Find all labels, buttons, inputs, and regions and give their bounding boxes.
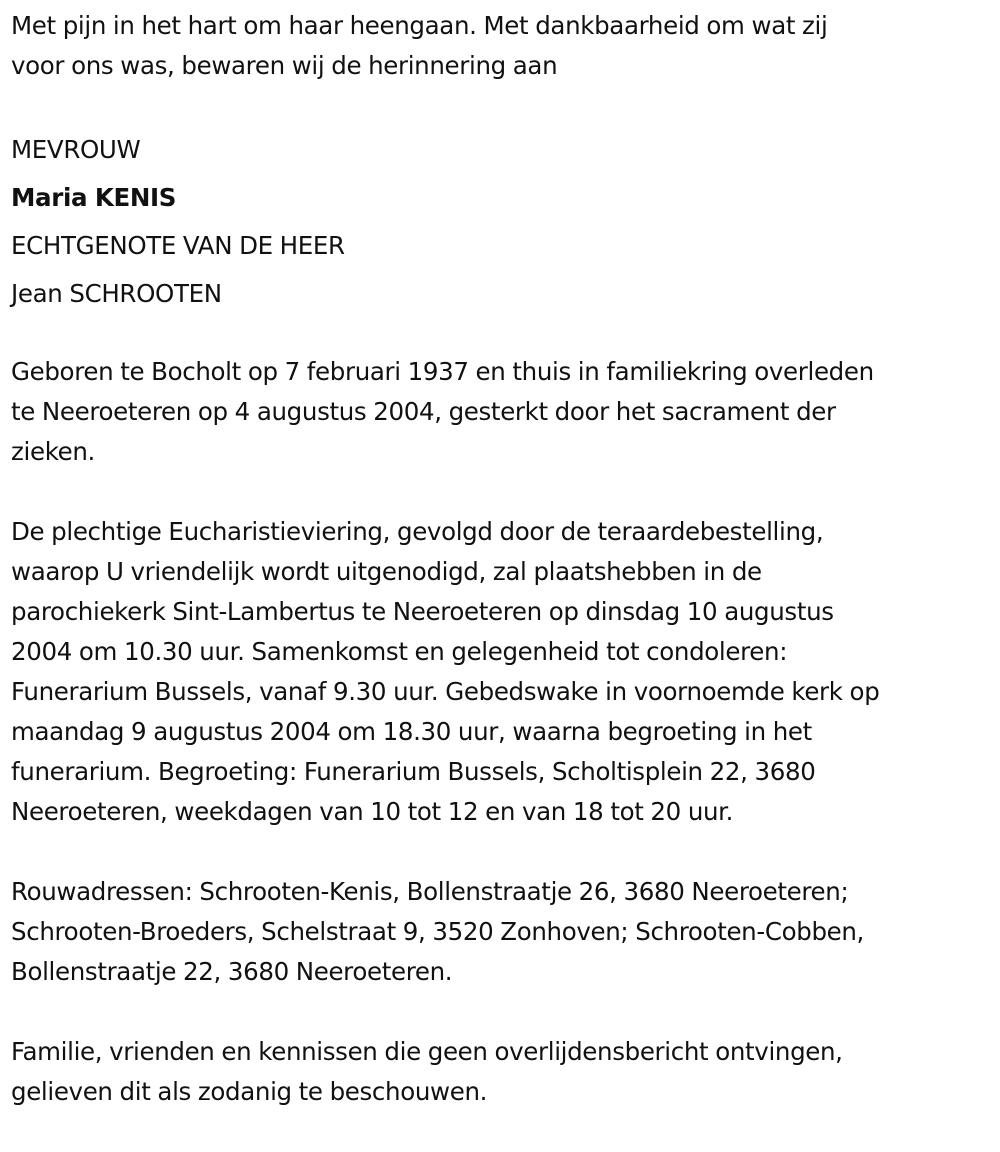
ceremony-paragraph [11, 512, 986, 832]
text-line: zieken. [11, 437, 95, 466]
text-line: voor ons was, bewaren wij de herinnering aan [11, 51, 558, 80]
text-line: Familie, vrienden en kennissen die geen overlijdensbericht ontvingen, [11, 1037, 843, 1066]
closing-paragraph [11, 1032, 986, 1112]
text-line: parochiekerk Sint-Lambertus te Neeroeteren op dinsdag 10 augustus [11, 597, 834, 626]
honorific: MEVROUW [11, 135, 141, 164]
text-line: maandag 9 augustus 2004 om 18.30 uur, waarna begroeting in het [11, 717, 812, 746]
text-line: te Neeroeteren op 4 augustus 2004, gesterkt door het sacrament der [11, 397, 836, 426]
spouse-name: Jean SCHROOTEN [11, 279, 222, 308]
text-line: Schrooten-Broeders, Schelstraat 9, 3520 Zonhoven; Schrooten-Cobben, [11, 917, 864, 946]
addresses-paragraph [11, 872, 986, 992]
text-line: Geboren te Bocholt op 7 februari 1937 en thuis in familiekring overleden [11, 357, 874, 386]
intro-paragraph [11, 6, 986, 86]
text-line: Neeroeteren, weekdagen van 10 tot 12 en van 18 tot 20 uur. [11, 797, 734, 826]
text-line: Rouwadressen: Schrooten-Kenis, Bollenstraatje 26, 3680 Neeroeteren; [11, 877, 849, 906]
text-line: Met pijn in het hart om haar heengaan. Met dankbaarheid om wat zij [11, 11, 828, 40]
deceased-name: Maria KENIS [11, 183, 177, 212]
text-line: gelieven dit als zodanig te beschouwen. [11, 1077, 488, 1106]
relation-label: ECHTGENOTE VAN DE HEER [11, 231, 345, 260]
birth-death-paragraph [11, 352, 986, 472]
text-line: De plechtige Eucharistieviering, gevolgd door de teraardebestelling, [11, 517, 824, 546]
text-line: Bollenstraatje 22, 3680 Neeroeteren. [11, 957, 453, 986]
deceased-block [11, 126, 986, 318]
text-line: waarop U vriendelijk wordt uitgenodigd, zal plaatshebben in de [11, 557, 762, 586]
text-line: Funerarium Bussels, vanaf 9.30 uur. Gebedswake in voornoemde kerk op [11, 677, 880, 706]
text-line: funerarium. Begroeting: Funerarium Bussels, Scholtisplein 22, 3680 [11, 757, 816, 786]
obituary-document [11, 6, 986, 1152]
text-line: 2004 om 10.30 uur. Samenkomst en gelegenheid tot condoleren: [11, 637, 788, 666]
